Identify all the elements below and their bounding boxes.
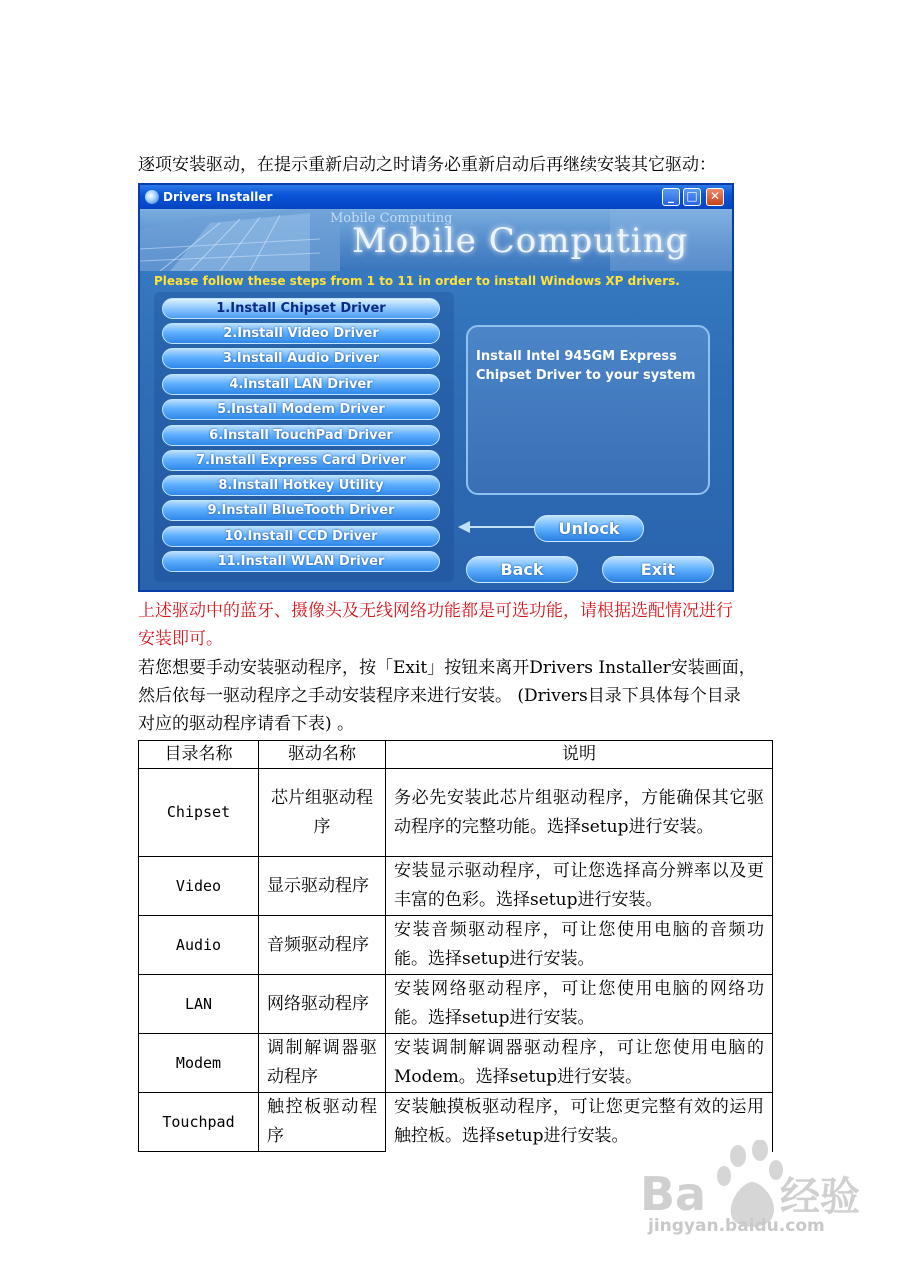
row-description: 务必先安装此芯片组驱动程序，方能确保其它驱动程序的完整功能。选择setup进行安装。 (386, 769, 773, 857)
title-bar (140, 185, 732, 209)
row-directory: Modem (139, 1034, 259, 1093)
header-driver-name: 驱动名称 (259, 741, 386, 769)
description-box (466, 325, 710, 495)
install-hotkey-button[interactable]: 8.Install Hotkey Utility (162, 475, 440, 496)
header-description: 说明 (386, 741, 773, 769)
row-driver-name: 显示驱动程序 (259, 857, 386, 916)
banner (140, 209, 732, 271)
row-directory: Video (139, 857, 259, 916)
arrow-left-icon (458, 520, 538, 534)
banner-title: Mobile Computing (352, 221, 689, 261)
install-bluetooth-button[interactable]: 9.Install BlueTooth Driver (162, 500, 440, 521)
app-icon (145, 190, 159, 204)
table-row (139, 769, 773, 857)
intro-text: 逐项安装驱动，在提示重新启动之时请务必重新启动后再继续安装其它驱动： (138, 155, 716, 175)
row-directory: Audio (139, 916, 259, 975)
exit-button[interactable]: Exit (602, 556, 714, 583)
baidu-logo-icon (640, 1140, 880, 1270)
watermark-url: jingyan.baidu.com (648, 1216, 825, 1236)
row-driver-name: 调制解调器驱动程序 (259, 1034, 386, 1093)
install-wlan-button[interactable]: 11.Install WLAN Driver (162, 551, 440, 572)
install-video-button[interactable]: 2.Install Video Driver (162, 323, 440, 344)
manual-text-line1: 若您想要手动安装驱动程序，按「Exit」按钮来离开Drivers Installer安装画面， (138, 658, 756, 678)
row-driver-name: 触控板驱动程序 (259, 1093, 386, 1152)
install-modem-button[interactable]: 5.Install Modem Driver (162, 399, 440, 420)
header-directory: 目录名称 (139, 741, 259, 769)
optional-note-line1: 上述驱动中的蓝牙、摄像头及无线网络功能都是可选功能，请根据选配情况进行 (138, 601, 733, 621)
row-description: 安装音频驱动程序，可让您使用电脑的音频功能。选择setup进行安装。 (386, 916, 773, 975)
install-touchpad-button[interactable]: 6.Install TouchPad Driver (162, 425, 440, 446)
table-row (139, 857, 773, 916)
maximize-button[interactable]: □ (683, 188, 701, 206)
window-title: Drivers Installer (163, 190, 273, 204)
table-row (139, 916, 773, 975)
close-button[interactable]: ✕ (706, 188, 724, 206)
row-description: 安装网络驱动程序，可让您使用电脑的网络功能。选择setup进行安装。 (386, 975, 773, 1034)
row-description: 安装显示驱动程序，可让您选择高分辨率以及更丰富的色彩。选择setup进行安装。 (386, 857, 773, 916)
svg-text:经验: 经验 (780, 1174, 860, 1220)
row-driver-name: 网络驱动程序 (259, 975, 386, 1034)
driver-table (138, 740, 773, 1152)
drivers-installer-window (138, 183, 734, 592)
svg-text:Ba: Ba (640, 1167, 707, 1221)
install-express-card-button[interactable]: 7.Install Express Card Driver (162, 450, 440, 471)
table-header-row (139, 741, 773, 769)
install-audio-button[interactable]: 3.Install Audio Driver (162, 348, 440, 369)
unlock-button[interactable]: Unlock (534, 515, 644, 542)
install-chipset-button[interactable]: 1.Install Chipset Driver (162, 298, 440, 319)
table-row (139, 1034, 773, 1093)
back-button[interactable]: Back (466, 556, 578, 583)
row-directory: Touchpad (139, 1093, 259, 1152)
row-driver-name: 芯片组驱动程序 (259, 769, 386, 857)
minimize-button[interactable]: _ (662, 188, 680, 206)
row-driver-name: 音频驱动程序 (259, 916, 386, 975)
install-lan-button[interactable]: 4.Install LAN Driver (162, 374, 440, 395)
instructions-text: Please follow these steps from 1 to 11 in order to install Windows XP drivers. (154, 274, 680, 288)
manual-text-line2: 然后依每一驱动程序之手动安装程序来进行安装。 (Drivers目录下具体每个目录 (138, 686, 741, 706)
optional-note-line2: 安装即可。 (138, 629, 223, 649)
description-text: Install Intel 945GM Express Chipset Driver to your system (476, 349, 696, 383)
banner-subtitle: Mobile Computing (330, 211, 453, 226)
row-description: 安装触摸板驱动程序，可让您更完整有效的运用触控板。选择setup进行安装。 (386, 1093, 773, 1152)
row-description: 安装调制解调器驱动程序，可让您使用电脑的Modem。选择setup进行安装。 (386, 1034, 773, 1093)
table-row (139, 975, 773, 1034)
manual-text-line3: 对应的驱动程序请看下表) 。 (138, 714, 355, 734)
row-directory: LAN (139, 975, 259, 1034)
row-directory: Chipset (139, 769, 259, 857)
install-ccd-button[interactable]: 10.Install CCD Driver (162, 526, 440, 547)
